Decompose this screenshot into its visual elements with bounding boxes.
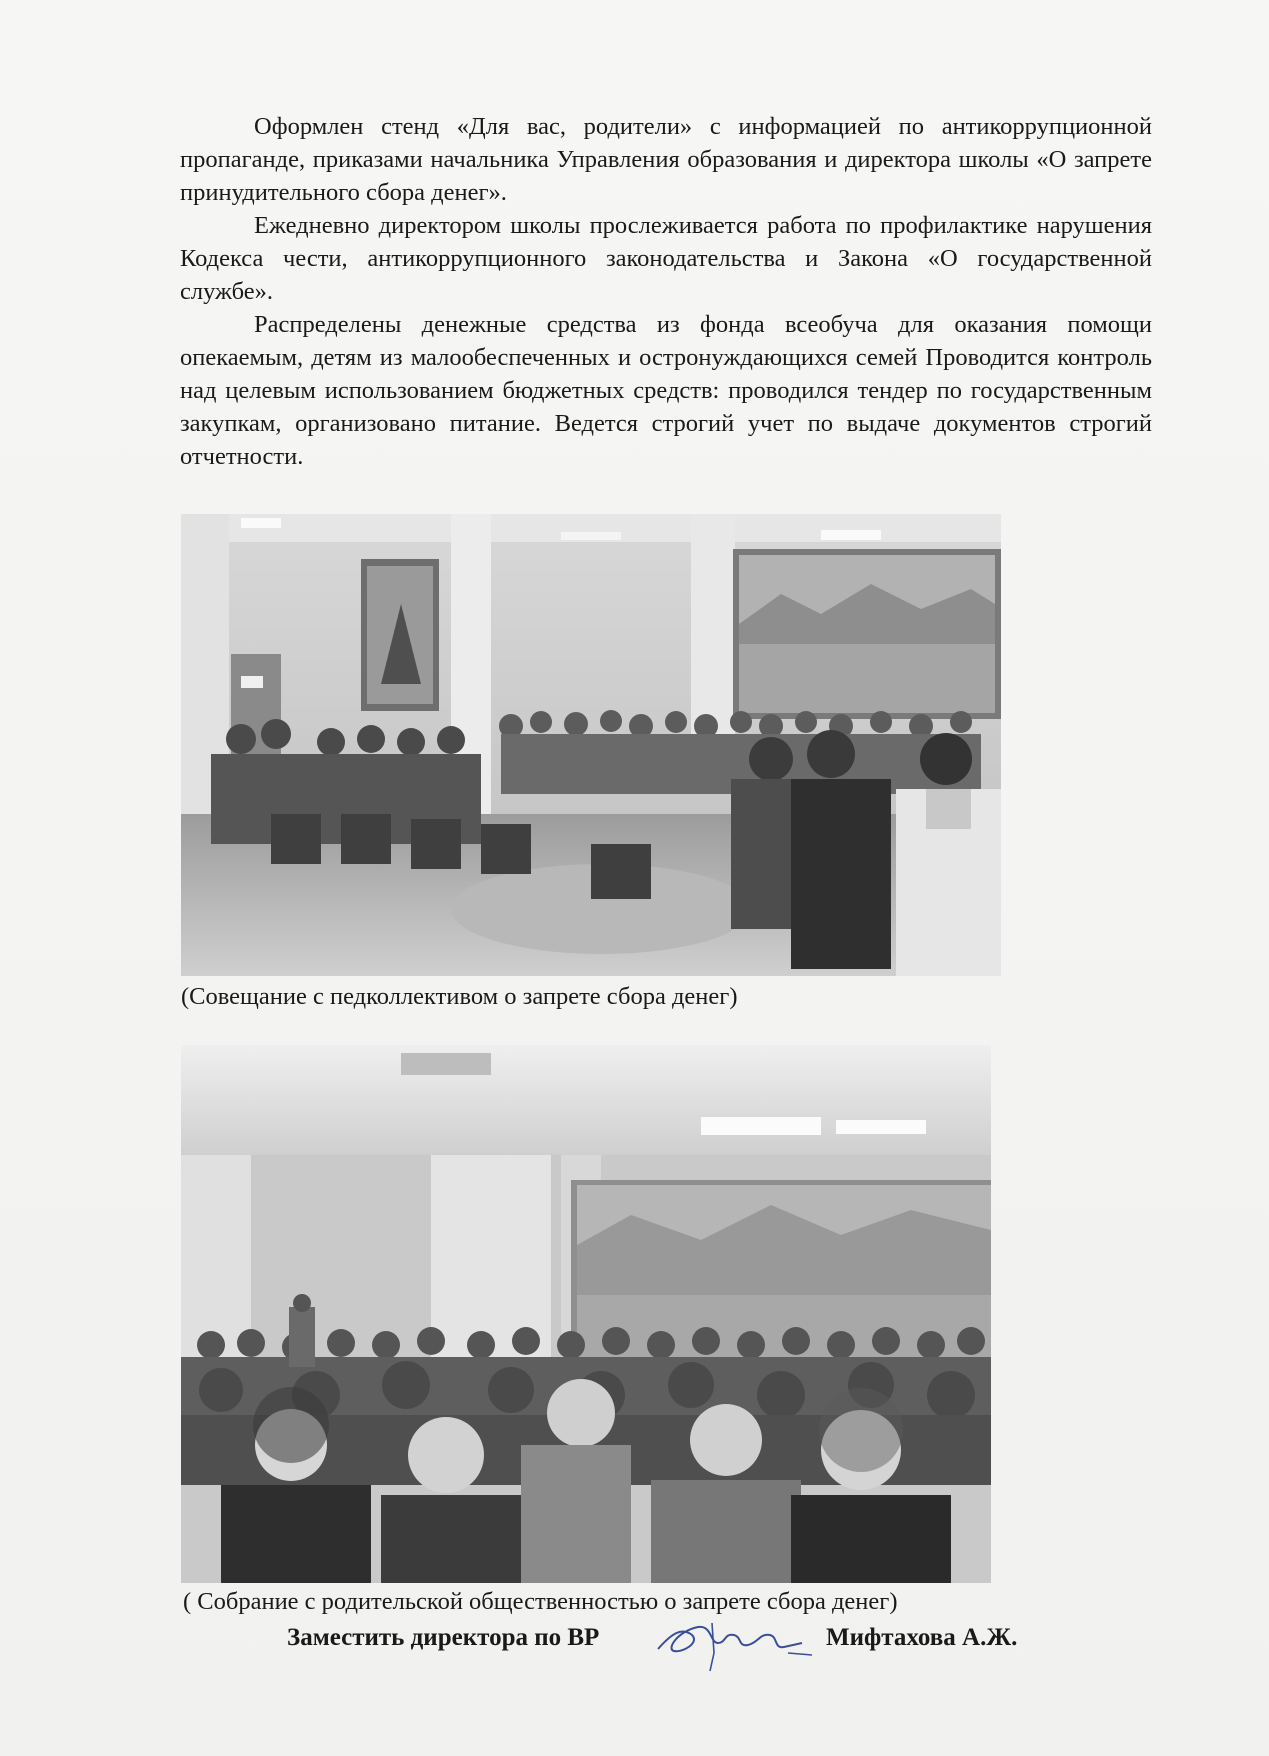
paragraph-director-control: Ежедневно директором школы прослеживается работа по профилактике нарушения Кодекса чести, антикоррупционного законодательства и Закона «О государственной службе». xyxy=(180,212,1152,305)
paragraph-funds: Распределены денежные средства из фонда всеобуча для оказания помощи опекаемым, детям из малообеспеченных и остронуждающихся семей Проводится контроль над целевым использованием бюджетных средств: проводился тендер по государственным закупкам, организовано питание. Ведется строгий учет по выдаче документов строгий отчетности. xyxy=(180,311,1152,470)
signature-title: Заместить директора по ВР xyxy=(287,1624,600,1651)
photo-caption-parents-meeting: ( Собрание с родительской общественностью о запрете сбора денег) xyxy=(183,1588,898,1615)
handwritten-signature xyxy=(652,1613,822,1683)
paragraph-stand: Оформлен стенд «Для вас, родители» с информацией по антикоррупционной пропаганде, приказами начальника Управления образования и директора школы «О запрете принудительного сбора денег». xyxy=(180,113,1152,206)
signature-name: Мифтахова А.Ж. xyxy=(826,1624,1018,1651)
signature-line xyxy=(287,1621,1087,1661)
photo-caption-staff-meeting: (Совещание с педколлективом о запрете сбора денег) xyxy=(181,983,738,1010)
body-text xyxy=(180,110,1152,473)
photo-staff-meeting xyxy=(181,514,1001,976)
photo-parents-meeting xyxy=(181,1045,991,1583)
